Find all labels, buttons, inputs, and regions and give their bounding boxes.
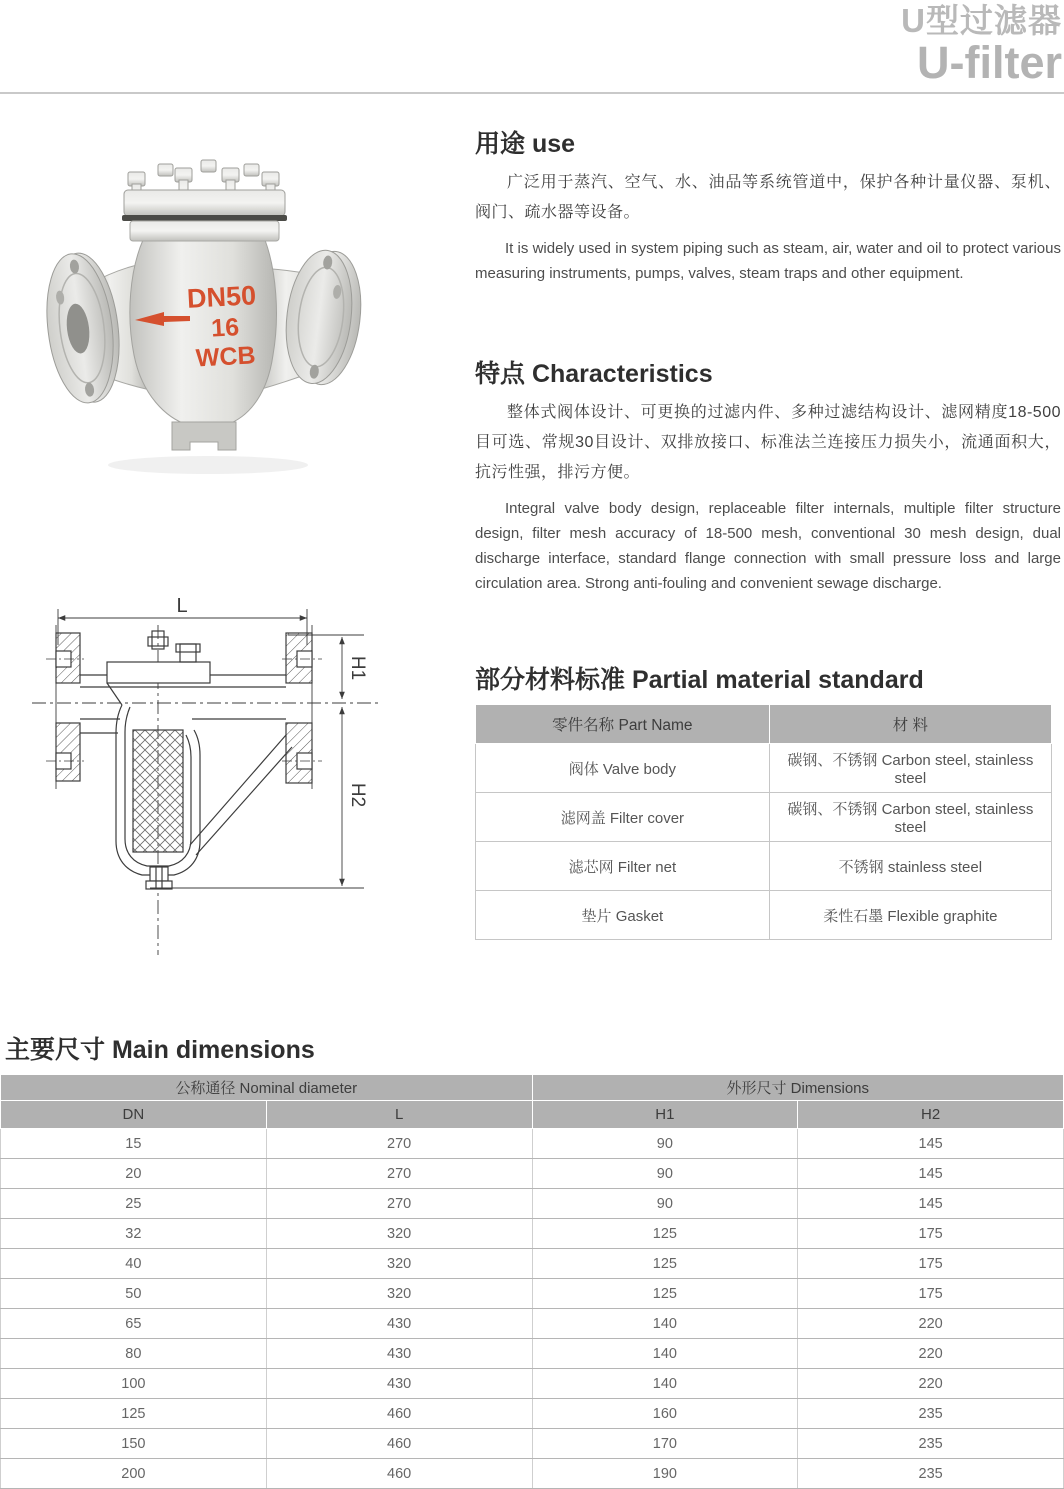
table-cell: 320 (266, 1249, 532, 1279)
table-cell: 235 (798, 1399, 1064, 1429)
technical-drawing (30, 595, 460, 965)
table-cell: 20 (1, 1159, 267, 1189)
table-cell: 140 (532, 1309, 798, 1339)
filter-cover-plate (124, 190, 285, 216)
table-cell: 270 (266, 1159, 532, 1189)
material-table (475, 704, 1052, 940)
cover-gasket (122, 215, 287, 221)
table-row (476, 793, 1052, 842)
table-cell: 125 (1, 1399, 267, 1429)
table-cell: 碳钢、不锈钢 Carbon steel, stainless steel (769, 793, 1051, 842)
table-cell: 270 (266, 1129, 532, 1159)
table-cell: 320 (266, 1219, 532, 1249)
table-cell: 125 (532, 1279, 798, 1309)
table-row (1, 1279, 1064, 1309)
section-title: 部分材料标准 Partial material standard (475, 666, 924, 694)
brand-title-zh: U型过滤器 (901, 2, 1062, 39)
marking-pn: 16 (210, 313, 240, 343)
column-header: 材 料 (769, 705, 1051, 744)
table-header-row (476, 705, 1052, 744)
column-header: DN (1, 1101, 267, 1129)
paragraph-en: It is widely used in system piping such as steam, air, water and oil to protect various measuring instruments, pumps, valves, steam traps and other equipment. (475, 240, 1061, 282)
table-row (1, 1339, 1064, 1369)
table-cell: 125 (532, 1219, 798, 1249)
table-cell: 不锈钢 stainless steel (769, 842, 1051, 891)
table-cell: 阀体 Valve body (476, 744, 770, 793)
table-cell: 90 (532, 1129, 798, 1159)
table-cell: 25 (1, 1189, 267, 1219)
table-row (1, 1429, 1064, 1459)
table-cell: 100 (1, 1369, 267, 1399)
table-cell: 200 (1, 1459, 267, 1489)
table-cell: 140 (532, 1369, 798, 1399)
table-cell: 190 (532, 1459, 798, 1489)
group-header: 公称通径 Nominal diameter (1, 1075, 533, 1101)
material-section (475, 660, 1052, 940)
column-header: H2 (798, 1101, 1064, 1129)
table-cell: 碳钢、不锈钢 Carbon steel, stainless steel (769, 744, 1051, 793)
table-cell: 460 (266, 1429, 532, 1459)
table-cell: 柔性石墨 Flexible graphite (769, 891, 1051, 940)
table-cell: 235 (798, 1459, 1064, 1489)
table-row (476, 744, 1052, 793)
brand-header (901, 4, 1062, 86)
section-title: 特点 Characteristics (475, 360, 713, 388)
table-cell: 32 (1, 1219, 267, 1249)
table-row (1, 1129, 1064, 1159)
table-row (476, 891, 1052, 940)
table-cell: 15 (1, 1129, 267, 1159)
valve-foot (172, 422, 236, 450)
table-cell: 90 (532, 1159, 798, 1189)
table-row (1, 1309, 1064, 1339)
table-cell: 175 (798, 1279, 1064, 1309)
table-cell: 160 (532, 1399, 798, 1429)
table-cell: 滤网盖 Filter cover (476, 793, 770, 842)
product-photo (38, 150, 443, 485)
table-cell: 90 (532, 1189, 798, 1219)
marking-dn: DN50 (186, 280, 257, 314)
marking-material: WCB (195, 341, 257, 373)
paragraph-en: Integral valve body design, replaceable filter internals, multiple filter structure design, filter mesh accuracy of 18-500 mesh, conventional 30 mesh design, dual discharge interface, standard flange connection with small pressure loss and large circulation area. Strong anti-fouling and convenient sewage discharge. (475, 500, 1061, 592)
column-header: L (266, 1101, 532, 1129)
table-cell: 175 (798, 1249, 1064, 1279)
table-cell: 80 (1, 1339, 267, 1369)
column-header: H1 (532, 1101, 798, 1129)
table-row (1, 1249, 1064, 1279)
use-section (475, 124, 1061, 286)
table-header-row (1, 1101, 1064, 1129)
table-row (1, 1159, 1064, 1189)
table-cell: 320 (266, 1279, 532, 1309)
dimensions-table (0, 1074, 1064, 1489)
valve-body (130, 240, 277, 425)
table-cell: 150 (1, 1429, 267, 1459)
group-header: 外形尺寸 Dimensions (532, 1075, 1064, 1101)
table-group-header-row (1, 1075, 1064, 1101)
table-cell: 220 (798, 1309, 1064, 1339)
table-row (1, 1219, 1064, 1249)
table-cell: 460 (266, 1399, 532, 1429)
table-cell: 220 (798, 1339, 1064, 1369)
table-cell: 430 (266, 1339, 532, 1369)
table-cell: 170 (532, 1429, 798, 1459)
table-cell: 滤芯网 Filter net (476, 842, 770, 891)
column-header: 零件名称 Part Name (476, 705, 770, 744)
table-row (1, 1459, 1064, 1489)
table-row (1, 1189, 1064, 1219)
table-row (1, 1369, 1064, 1399)
table-cell: 50 (1, 1279, 267, 1309)
paragraph-zh: 广泛用于蒸汽、空气、水、油品等系统管道中，保护各种计量仪器、泵机、阀门、疏水器等设备。 (475, 174, 1061, 221)
photo-shadow (108, 456, 308, 474)
table-cell: 145 (798, 1129, 1064, 1159)
table-cell: 220 (798, 1369, 1064, 1399)
brand-title-en: U-filter (917, 36, 1062, 88)
table-cell: 145 (798, 1159, 1064, 1189)
paragraph-zh: 整体式阀体设计、可更换的过滤内件、多种过滤结构设计、滤网精度18-500目可选、常规30目设计、双排放接口、标准法兰连接压力损失小，流通面积大，抗污性强，排污方便。 (475, 404, 1061, 481)
table-cell: 430 (266, 1309, 532, 1339)
section-title: 主要尺寸 Main dimensions (5, 1036, 315, 1064)
section-title: 用途 use (475, 130, 576, 158)
table-cell: 235 (798, 1429, 1064, 1459)
dim-label-h1: H1 (347, 655, 368, 681)
table-cell: 145 (798, 1189, 1064, 1219)
dimensions-section (0, 1030, 1064, 1489)
dim-label-l: L (176, 595, 188, 617)
characteristics-section (475, 354, 1061, 596)
cover-lower-plate (130, 221, 279, 241)
dim-label-h2: H2 (347, 782, 368, 808)
table-cell: 65 (1, 1309, 267, 1339)
table-cell: 175 (798, 1219, 1064, 1249)
table-cell: 270 (266, 1189, 532, 1219)
table-cell: 125 (532, 1249, 798, 1279)
header-divider (0, 92, 1064, 94)
table-row (476, 842, 1052, 891)
filter-element (133, 730, 183, 852)
table-cell: 460 (266, 1459, 532, 1489)
table-cell: 140 (532, 1339, 798, 1369)
table-cell: 430 (266, 1369, 532, 1399)
table-cell: 垫片 Gasket (476, 891, 770, 940)
table-row (1, 1399, 1064, 1429)
table-cell: 40 (1, 1249, 267, 1279)
